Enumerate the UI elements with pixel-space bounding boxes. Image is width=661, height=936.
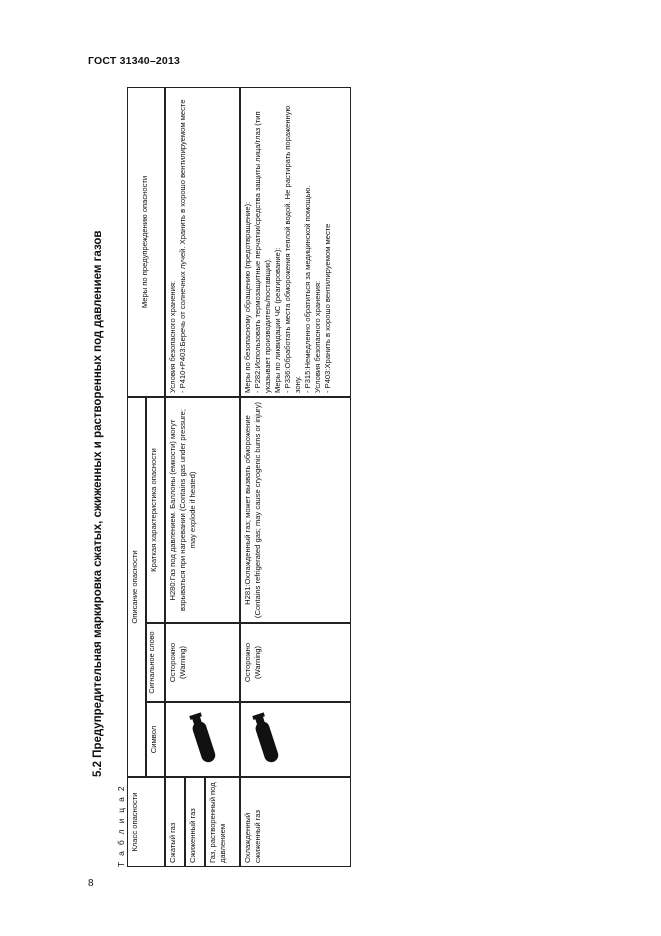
header-short-description: Краткая характеристика опасности [146,397,165,623]
row1-symbol [165,702,240,777]
row2-precaution-line: - Р315:Немедленно обратиться за медицинской помощью. [303,185,312,393]
header-precautions: Меры по предупреждению опасности [127,87,165,397]
row2-precautions [240,87,351,397]
row2-precaution-line: Меры по безопасному обращению (предотвращение): [243,201,252,393]
gas-cylinder-icon [186,710,220,770]
row1-precaution-line: - Р410+Р403:Беречь от солнечных лучей. Хранить в хорошо вентилируемом месте [178,99,187,393]
row2-symbol [240,702,351,777]
row2-precaution-line: Меры по ликвидации ЧС (реагирование): [273,247,282,393]
row2-description: Н281:Охлажденный газ; может вызвать обморожение (Contains refrigerated gas; may cause cryogenic burns or injury) [240,397,351,623]
row2-precaution-line: Условия безопасного хранения: [313,280,322,393]
header-hazard-description: Описание опасности [127,397,146,777]
hazard-table [127,87,351,867]
row1-signal-word: Осторожно (Warning) [165,623,240,702]
rotated-content [92,87,354,867]
gas-cylinder-icon [249,710,283,770]
row1-class-compressed: Сжатый газ [165,777,185,867]
row2-class-refrigerated: Охлажденный сжиженный газ [240,777,351,867]
row1-class-dissolved: Газ, растворенный под давлением [205,777,240,867]
row1-class-liquefied: Сжиженный газ [185,777,205,867]
standard-header: ГОСТ 31340–2013 [88,55,181,67]
section-title: 5.2 Предупредительная маркировка сжатых, сжиженных и растворенных под давлением газов [92,230,104,777]
row2-signal-word: Осторожно (Warning) [240,623,351,702]
row1-precaution-line: Условия безопасного хранения: [168,280,177,393]
row2-precaution-line: - Р282:Использовать термозащитные перчатки/средства защиты лица/глаз (тип указывает производитель/поставщик). [253,111,272,393]
table-label: Т а б л и ц а 2 [116,784,126,867]
row1-description: Н280:Газ под давлением. Баллоны (емкости) могут взрываться при нагревании (Contains gas under pressure; may explode if heated) [165,397,240,623]
row2-precaution-line: - Р403:Хранить в хорошо вентилируемом месте [323,223,332,393]
row2-precaution-line: - Р336:Обработать места обморожения теплой водой. Не растирать пораженную зону. [283,105,302,393]
header-hazard-class: Класс опасности [127,777,165,867]
header-symbol: Символ [146,702,165,777]
page-number: 8 [88,878,94,889]
row1-precautions [165,87,240,397]
header-signal-word: Сигнальное слово [146,623,165,702]
